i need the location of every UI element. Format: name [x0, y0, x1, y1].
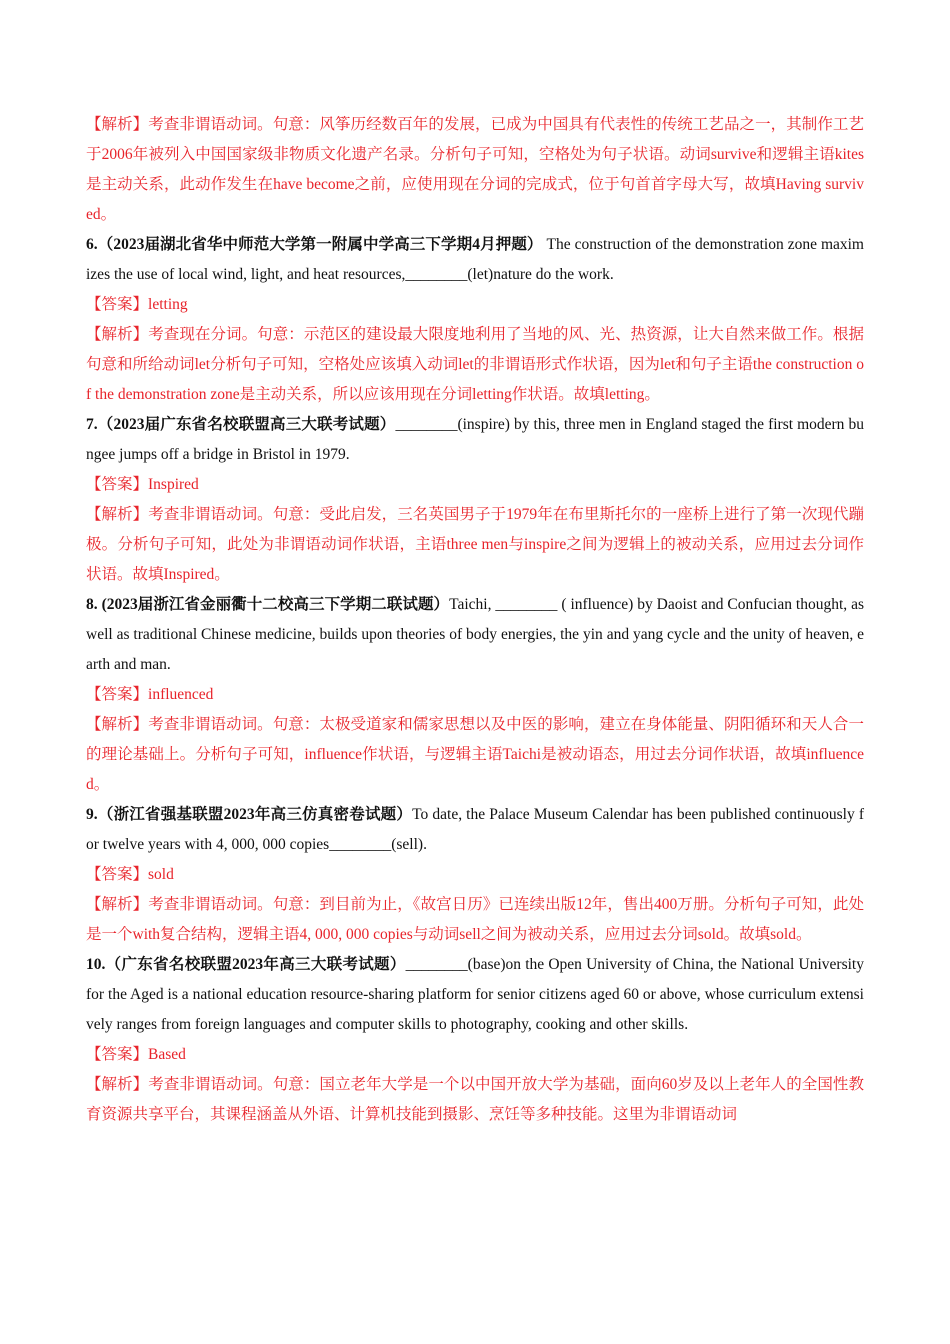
analysis-label: 【解析】: [86, 896, 149, 913]
answer-label: 【答案】: [86, 686, 149, 703]
question-source: 7.（2023届广东省名校联盟高三大联考试题）: [86, 416, 396, 433]
answer-10: [86, 1040, 864, 1070]
question-10: [86, 950, 864, 1040]
question-text-before: The construction of the demonstration zone maximizes the use of local wind, light, and heat resources,: [86, 236, 864, 283]
answer-6: [86, 290, 864, 320]
question-source: 8. (2023届浙江省金丽衢十二校高三下学期二联试题）: [86, 596, 450, 613]
answer-7: [86, 470, 864, 500]
answer-value: letting: [148, 296, 188, 313]
analysis-text: 考查非谓语动词。句意：风筝历经数百年的发展，已成为中国具有代表性的传统工艺品之一，其制作工艺于2006年被列入中国国家级非物质文化遗产名录。分析句子可知，空格处为句子状语。动词survive和逻辑主语kites是主动关系，此动作发生在have become之前，应使用现在分词的完成式，位于句首首字母大写，故填Having survived。: [86, 116, 864, 223]
analysis-8: [86, 710, 864, 800]
answer-9: [86, 860, 864, 890]
question-text-after: (sell).: [391, 836, 427, 853]
intro-analysis: [86, 110, 864, 230]
question-source: 9.（浙江省强基联盟2023年高三仿真密卷试题）: [86, 806, 413, 823]
analysis-text: 考查非谓语动词。句意：国立老年大学是一个以中国开放大学为基础，面向60岁及以上老年人的全国性教育资源共享平台，其课程涵盖从外语、计算机技能到摄影、烹饪等多种技能。这里为非谓语动词: [86, 1076, 864, 1123]
answer-blank: ________: [405, 956, 468, 973]
analysis-text: 考查现在分词。句意：示范区的建设最大限度地利用了当地的风、光、热资源，让大自然来做工作。根据句意和所给动词let分析句子可知，空格处应该填入动词let的非谓语形式作状语，因为let和句子主语the construction of the demonstration zone是主动关系，所以应该用现在分词letting作状语。故填letting。: [86, 326, 864, 403]
question-source: 6.（2023届湖北省华中师范大学第一附属中学高三下学期4月押题）: [86, 236, 543, 253]
question-source: 10.（广东省名校联盟2023年高三大联考试题）: [86, 956, 406, 973]
analysis-text: 考查非谓语动词。句意：受此启发，三名英国男子于1979年在布里斯托尔的一座桥上进行了第一次现代蹦极。分析句子可知，此处为非谓语动词作状语，主语three men与inspire之间为逻辑上的被动关系，应用过去分词作状语。故填Inspired。: [86, 506, 864, 583]
answer-label: 【答案】: [86, 476, 149, 493]
answer-blank: ________: [329, 836, 392, 853]
analysis-9: [86, 890, 864, 950]
analysis-6: [86, 320, 864, 410]
answer-8: [86, 680, 864, 710]
analysis-text: 考查非谓语动词。句意：到目前为止，《故宫日历》已连续出版12年，售出400万册。分析句子可知，此处是一个with复合结构，逻辑主语4, 000, 000 copies与动词sell之间为被动关系，应用过去分词sold。故填sold。: [86, 896, 864, 943]
analysis-10: [86, 1070, 864, 1130]
analysis-text: 考查非谓语动词。句意：太极受道家和儒家思想以及中医的影响，建立在身体能量、阴阳循环和天人合一的理论基础上。分析句子可知，influence作状语，与逻辑主语Taichi是被动语态，用过去分词作状语，故填influenced。: [86, 716, 864, 793]
analysis-7: [86, 500, 864, 590]
analysis-label: 【解析】: [86, 116, 149, 133]
question-text-after: (inspire) by this, three men in England staged the first modern bungee jumps off a bridge in Bristol in 1979.: [86, 416, 864, 463]
answer-blank: ________: [405, 266, 468, 283]
answer-label: 【答案】: [86, 1046, 149, 1063]
question-text-after: (let)nature do the work.: [467, 266, 614, 283]
analysis-label: 【解析】: [86, 716, 149, 733]
question-8: [86, 590, 864, 680]
analysis-label: 【解析】: [86, 326, 149, 343]
answer-value: sold: [148, 866, 174, 883]
answer-value: Based: [148, 1046, 186, 1063]
question-6: [86, 230, 864, 290]
analysis-label: 【解析】: [86, 506, 149, 523]
answer-blank: ________: [395, 416, 458, 433]
question-text-after: (base)on the Open University of China, the National University for the Aged is a national education resource-sharing platform for senior citizens aged 60 or above, whose curriculum extensively ranges from foreign languages and computer skills to photography, cooking and other skills.: [86, 956, 864, 1033]
question-9: [86, 800, 864, 860]
answer-value: influenced: [148, 686, 214, 703]
answer-value: Inspired: [148, 476, 199, 493]
question-text-after: ( influence) by Daoist and Confucian thought, as well as traditional Chinese medicine, builds upon theories of body energies, the yin and yang cycle and the unity of heaven, earth and man.: [86, 596, 864, 673]
answer-label: 【答案】: [86, 296, 149, 313]
answer-label: 【答案】: [86, 866, 149, 883]
question-text-before: To date, the Palace Museum Calendar has been published continuously for twelve years with 4, 000, 000 copies: [86, 806, 864, 853]
answer-blank: ________: [495, 596, 558, 613]
question-text-before: Taichi,: [449, 596, 496, 613]
document-body: [86, 110, 864, 1130]
analysis-label: 【解析】: [86, 1076, 149, 1093]
question-7: [86, 410, 864, 470]
